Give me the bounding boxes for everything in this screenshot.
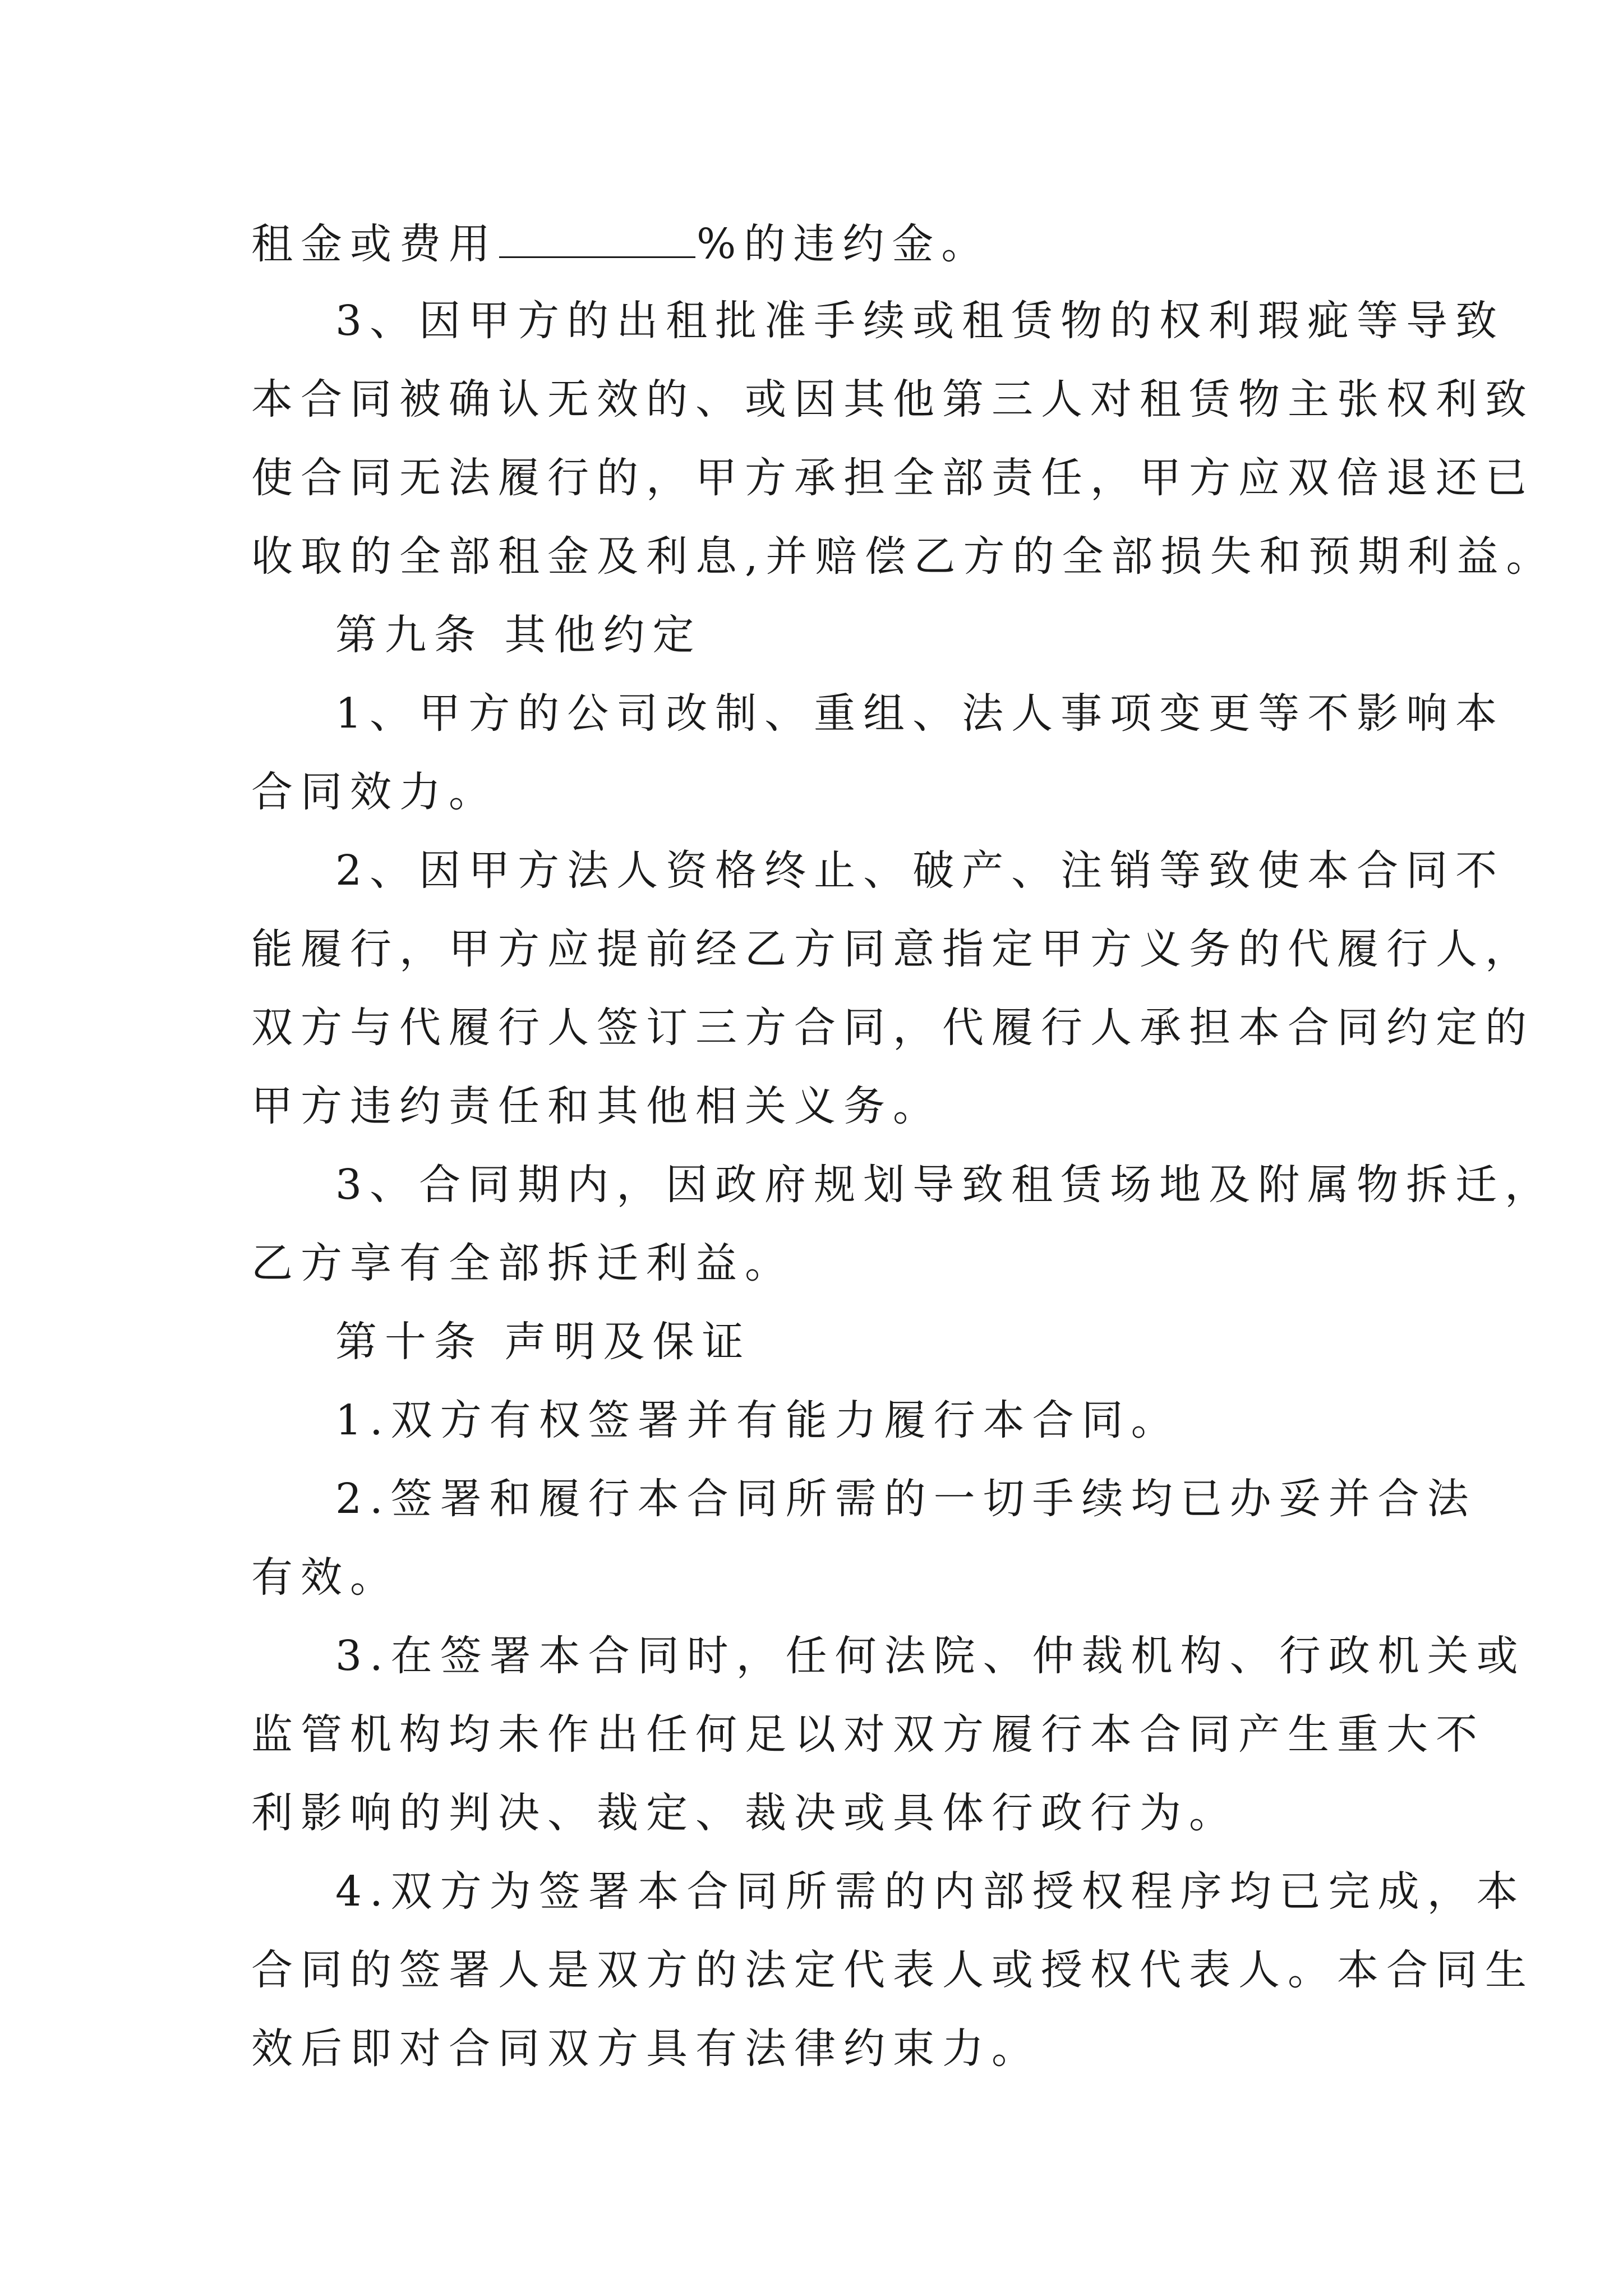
paragraph-line: 双方与代履行人签订三方合同，代履行人承担本合同约定的 — [251, 1004, 1534, 1052]
paragraph-line: 效后即对合同双方具有法律约束力。 — [251, 2024, 1041, 2073]
paragraph-line: 甲方违约责任和其他相关义务。 — [251, 1082, 942, 1130]
paragraph-line: 能履行，甲方应提前经乙方同意指定甲方义务的代履行人， — [251, 925, 1534, 973]
paragraph-line: 使合同无法履行的，甲方承担全部责任，甲方应双倍退还已 — [251, 454, 1534, 502]
paragraph-line: 合同效力。 — [251, 768, 498, 816]
paragraph-line — [251, 220, 991, 268]
paragraph-line: 利影响的判决、裁定、裁决或具体行政行为。 — [251, 1789, 1238, 1837]
paragraph-line: 1、甲方的公司改制、重组、法人事项变更等不影响本 — [335, 689, 1505, 738]
paragraph-line: 2、因甲方法人资格终止、破产、注销等致使本合同不 — [335, 846, 1505, 895]
paragraph-line: 3、合同期内，因政府规划导致租赁场地及附属物拆迁， — [335, 1161, 1555, 1209]
text-span: 租金或费用 — [251, 220, 498, 268]
paragraph-line: 监管机构均未作出任何足以对双方履行本合同产生重大不 — [251, 1710, 1485, 1759]
paragraph-line: 本合同被确认无效的、或因其他第三人对租赁物主张权利致 — [251, 375, 1534, 424]
paragraph-line: 合同的签署人是双方的法定代表人或授权代表人。本合同生 — [251, 1946, 1534, 1994]
paragraph-line: 收取的全部租金及利息,并赔偿乙方的全部损失和预期利益。 — [251, 532, 1556, 581]
paragraph-line: 乙方享有全部拆迁利益。 — [251, 1239, 794, 1287]
paragraph-line: 1.双方有权签署并有能力履行本合同。 — [335, 1396, 1181, 1444]
paragraph-line: 3.在签署本合同时，任何法院、仲裁机构、行政机关或 — [335, 1632, 1526, 1680]
paragraph-line: 有效。 — [251, 1553, 399, 1602]
section-heading: 第十条 声明及保证 — [335, 1318, 751, 1366]
paragraph-line: 2.签署和履行本合同所需的一切手续均已办妥并合法 — [335, 1475, 1477, 1523]
paragraph-line: 4.双方为签署本合同所需的内部授权程序均已完成，本 — [335, 1867, 1526, 1916]
paragraph-line: 3、因甲方的出租批准手续或租赁物的权利瑕疵等导致 — [335, 297, 1505, 345]
section-heading: 第九条 其他约定 — [335, 611, 702, 659]
text-span: %的违约金。 — [697, 220, 991, 268]
fill-in-blank — [499, 222, 695, 258]
